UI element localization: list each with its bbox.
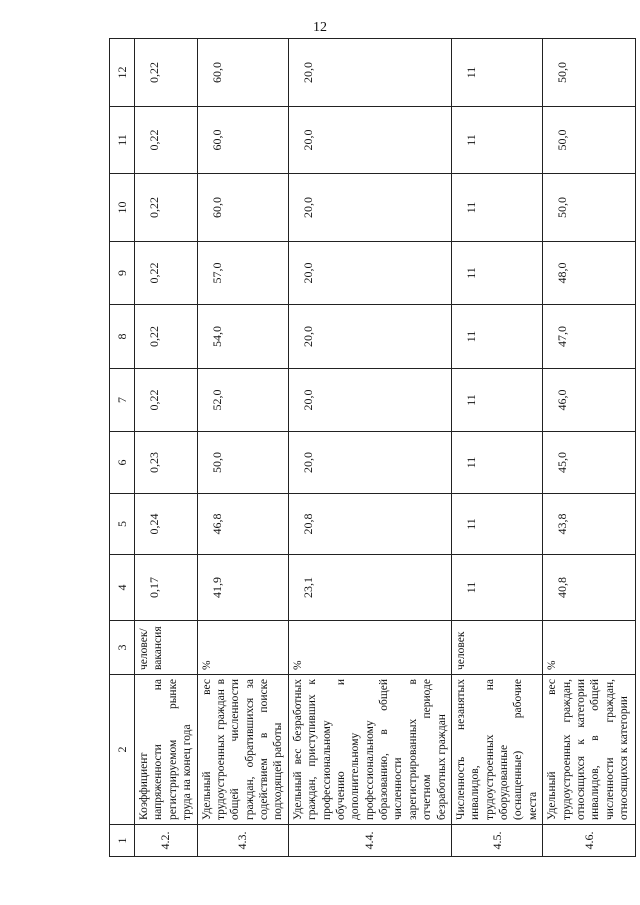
value-cell: 0,22 bbox=[135, 107, 198, 174]
value-cell: 45,0 bbox=[543, 432, 636, 494]
value-cell: 46,0 bbox=[543, 369, 636, 432]
value-cell: 11 bbox=[451, 555, 542, 621]
value-cell: 40,8 bbox=[543, 555, 636, 621]
value-cell: 0,22 bbox=[135, 305, 198, 369]
table-row bbox=[197, 39, 288, 857]
value-cell: 0,23 bbox=[135, 432, 198, 494]
unit-cell: % bbox=[197, 621, 288, 675]
value-cell: 50,0 bbox=[543, 174, 636, 242]
row-number: 4.2. bbox=[135, 825, 198, 857]
column-header: 11 bbox=[110, 107, 135, 174]
value-cell: 47,0 bbox=[543, 305, 636, 369]
value-cell: 0,24 bbox=[135, 494, 198, 555]
value-cell: 54,0 bbox=[197, 305, 288, 369]
value-cell: 50,0 bbox=[543, 39, 636, 107]
value-cell: 50,0 bbox=[543, 107, 636, 174]
value-cell: 20,8 bbox=[288, 494, 451, 555]
value-cell: 0,17 bbox=[135, 555, 198, 621]
column-header: 7 bbox=[110, 369, 135, 432]
unit-cell: % bbox=[288, 621, 451, 675]
value-cell: 23,1 bbox=[288, 555, 451, 621]
column-header: 9 bbox=[110, 242, 135, 305]
value-cell: 20,0 bbox=[288, 305, 451, 369]
value-cell: 11 bbox=[451, 107, 542, 174]
indicators-table-rotated bbox=[109, 39, 630, 857]
value-cell: 60,0 bbox=[197, 174, 288, 242]
value-cell: 20,0 bbox=[288, 107, 451, 174]
table-row bbox=[451, 39, 542, 857]
indicator-name: Коэффициент напряженности на регистрируемом рынке труда на конец года bbox=[135, 675, 198, 825]
value-cell: 11 bbox=[451, 242, 542, 305]
column-header: 5 bbox=[110, 494, 135, 555]
value-cell: 0,22 bbox=[135, 242, 198, 305]
value-cell: 0,22 bbox=[135, 369, 198, 432]
row-number: 4.5. bbox=[451, 825, 542, 857]
value-cell: 0,22 bbox=[135, 174, 198, 242]
column-header: 1 bbox=[110, 825, 135, 857]
value-cell: 20,0 bbox=[288, 39, 451, 107]
value-cell: 50,0 bbox=[197, 432, 288, 494]
row-number: 4.6. bbox=[543, 825, 636, 857]
value-cell: 0,22 bbox=[135, 39, 198, 107]
indicator-name: Удельный вес трудоустроенных граждан в общей численности граждан, обратившихся за содействием в поиске подходящей работы bbox=[197, 675, 288, 825]
value-cell: 11 bbox=[451, 305, 542, 369]
indicator-name: Удельный вес трудоустроенных граждан, относящихся к категории инвалидов, в общей численности граждан, относящихся к категории bbox=[543, 675, 636, 825]
row-number: 4.3. bbox=[197, 825, 288, 857]
unit-cell: человек/ вакансия bbox=[135, 621, 198, 675]
value-cell: 11 bbox=[451, 432, 542, 494]
column-header: 2 bbox=[110, 675, 135, 825]
value-cell: 57,0 bbox=[197, 242, 288, 305]
indicators-table bbox=[109, 38, 636, 857]
column-header: 10 bbox=[110, 174, 135, 242]
value-cell: 43,8 bbox=[543, 494, 636, 555]
column-header: 4 bbox=[110, 555, 135, 621]
unit-cell: человек bbox=[451, 621, 542, 675]
indicator-name: Удельный вес безработных граждан, приступивших к профессиональному обучению и дополнительному профессиональному образованию, в общей численности зарегистрированных в отчетном периоде безработных граждан bbox=[288, 675, 451, 825]
value-cell: 11 bbox=[451, 369, 542, 432]
value-cell: 11 bbox=[451, 39, 542, 107]
table-row bbox=[543, 39, 636, 857]
indicator-name: Численность незанятых инвалидов, трудоустроенных на оборудованные (оснащенные) рабочие места bbox=[451, 675, 542, 825]
value-cell: 60,0 bbox=[197, 107, 288, 174]
value-cell: 20,0 bbox=[288, 432, 451, 494]
table-row bbox=[135, 39, 198, 857]
unit-cell: % bbox=[543, 621, 636, 675]
value-cell: 41,9 bbox=[197, 555, 288, 621]
column-header: 8 bbox=[110, 305, 135, 369]
value-cell: 48,0 bbox=[543, 242, 636, 305]
value-cell: 20,0 bbox=[288, 369, 451, 432]
column-header: 3 bbox=[110, 621, 135, 675]
page-number: 12 bbox=[313, 20, 327, 35]
table-container bbox=[109, 39, 630, 857]
header-row bbox=[110, 39, 135, 857]
value-cell: 52,0 bbox=[197, 369, 288, 432]
column-header: 12 bbox=[110, 39, 135, 107]
value-cell: 11 bbox=[451, 494, 542, 555]
value-cell: 60,0 bbox=[197, 39, 288, 107]
column-header: 6 bbox=[110, 432, 135, 494]
row-number: 4.4. bbox=[288, 825, 451, 857]
value-cell: 20,0 bbox=[288, 174, 451, 242]
value-cell: 46,8 bbox=[197, 494, 288, 555]
table-row bbox=[288, 39, 451, 857]
value-cell: 20,0 bbox=[288, 242, 451, 305]
value-cell: 11 bbox=[451, 174, 542, 242]
